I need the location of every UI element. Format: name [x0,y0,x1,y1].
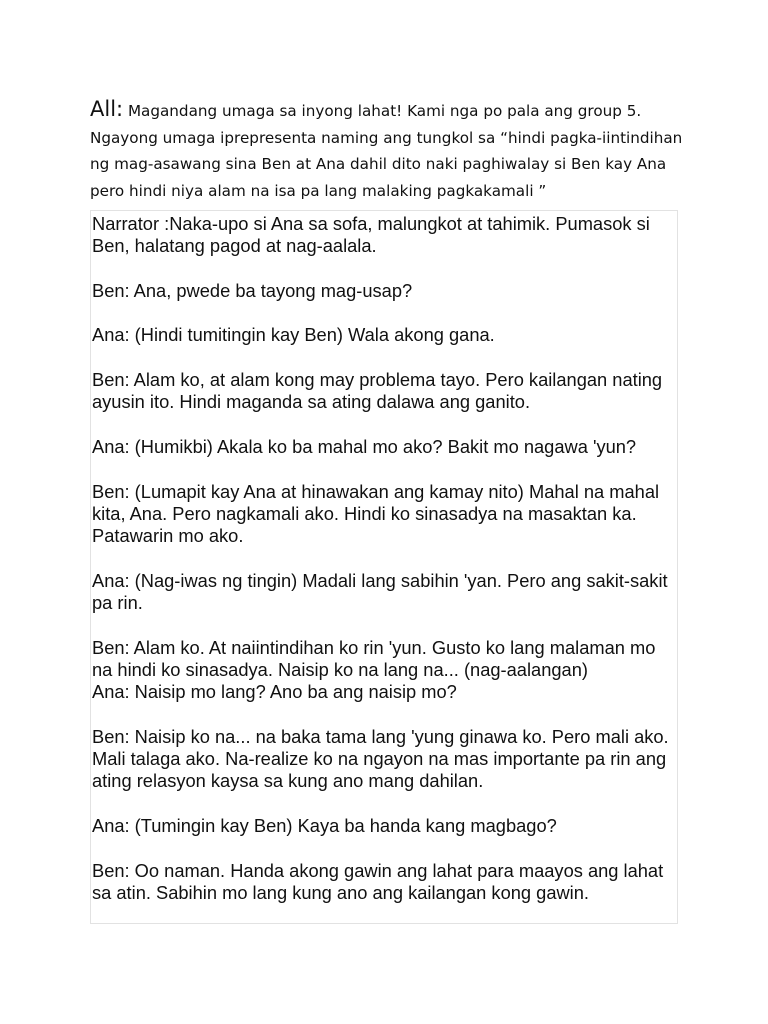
script-box [90,210,678,924]
script-line: Ana: (Nag-iwas ng tingin) Madali lang sabihin 'yan. Pero ang sakit-sakit pa rin. [92,569,668,614]
script-line: Ben: Alam ko. At naiintindihan ko rin 'yun. Gusto ko lang malaman mo na hindi ko sinasadya. Naisip ko na lang na... (nag-aalangan) [92,636,656,680]
script-line: Ana: (Hindi tumitingin kay Ben) Wala akong gana. [92,324,495,346]
intro-speaker: All: [90,97,124,121]
intro-text: Magandang umaga sa inyong lahat! Kami nga po pala ang group 5. Ngayong umaga iprepresenta naming ang tungkol sa “hindi pagka-iintindihan ng mag-asawang sina Ben at Ana dahil dito naki paghiwalay si Ben kay Ana pero hindi niya alam na isa pa lang malaking pagkakamali ” [90,102,683,200]
script-line: Ana: Naisip mo lang? Ano ba ang naisip mo? [92,681,457,703]
script-line: Ben: Ana, pwede ba tayong mag-usap? [92,279,413,301]
script-line: Ben: (Lumapit kay Ana at hinawakan ang kamay nito) Mahal na mahal kita, Ana. Pero nagkamali ako. Hindi ko sinasadya na masaktan ka. Patawarin mo ako. [92,480,660,547]
script-line: Ben: Oo naman. Handa akong gawin ang lahat para maayos ang lahat sa atin. Sabihin mo lang kung ano ang kailangan kong gawin. [92,859,664,903]
intro-paragraph [90,96,690,204]
script-line: Ana: (Humikbi) Akala ko ba mahal mo ako? Bakit mo nagawa 'yun? [92,435,637,457]
script-line: Ben: Alam ko, at alam kong may problema tayo. Pero kailangan nating ayusin ito. Hindi maganda sa ating dalawa ang ganito. [92,369,663,413]
script-line: Ben: Naisip ko na... na baka tama lang 'yung ginawa ko. Pero mali ako. Mali talaga ako. Na-realize ko na ngayon na mas importante pa rin ang ating relasyon kaysa sa kung ano mang dahilan. [92,725,669,792]
script-line: Ana: (Tumingin kay Ben) Kaya ba handa kang magbago? [92,815,557,837]
script-line-narrator: Narrator :Naka-upo si Ana sa sofa, malungkot at tahimik. Pumasok si Ben, halatang pagod at nag-aalala. [92,213,650,257]
